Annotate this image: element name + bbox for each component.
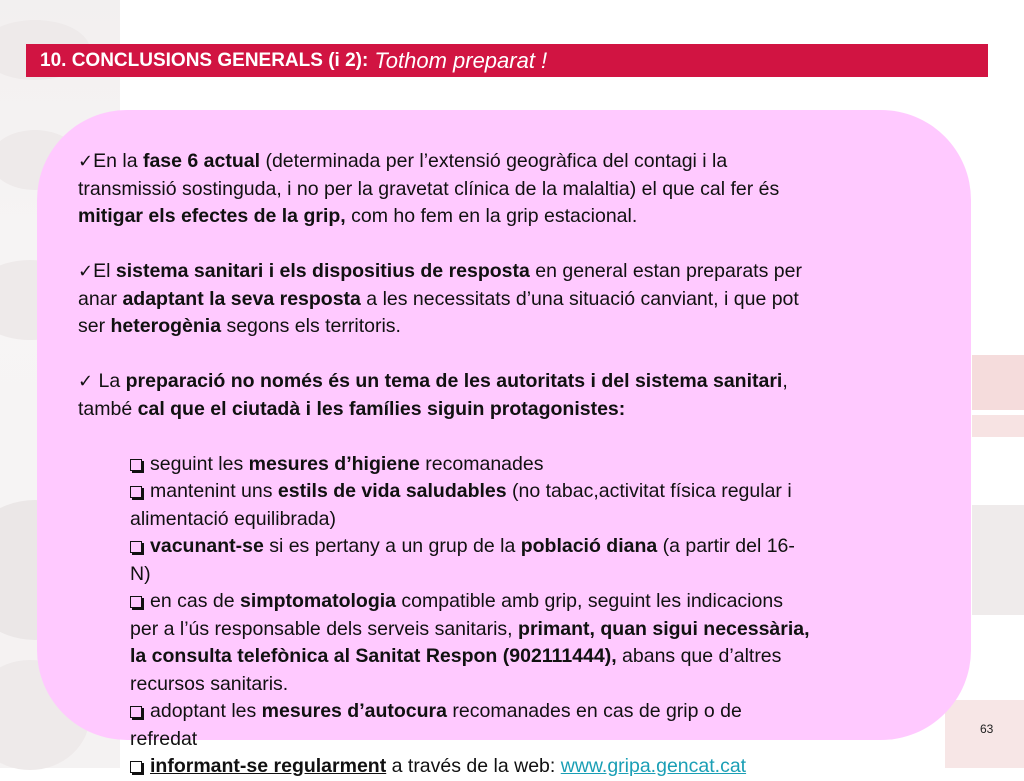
checkbox-bullet-icon (130, 486, 142, 498)
checkbox-bullet-icon (130, 596, 142, 608)
text-bold: cal que el ciutadà i les famílies siguin protagonistes: (137, 397, 626, 420)
text: a través de la web: (386, 755, 561, 777)
text: La (93, 370, 126, 392)
page-number: 63 (980, 722, 994, 736)
subitem-symptoms-cont-3: recursos sanitaris. (130, 672, 289, 695)
text: per a l’ús responsable dels serveis sanitaris, (130, 617, 519, 640)
bullet-2-line-3 (78, 313, 938, 341)
text: (no tabac,activitat física regular i (506, 480, 792, 502)
subitem-inform (78, 753, 938, 781)
text: recomanades (419, 452, 544, 475)
subitem-lifestyle (78, 478, 938, 506)
text: en general estan preparats per (529, 260, 802, 282)
bullet-2 (78, 258, 938, 286)
text-bold: mesures d’autocura (261, 700, 447, 722)
text: també (78, 397, 138, 420)
text: si es pertany a un grup de la (263, 535, 521, 557)
subitem-symptoms-cont-1 (78, 616, 938, 644)
subitem-symptoms (78, 588, 938, 616)
text-bold: simptomatologia (239, 590, 396, 612)
checkmark-icon: ✓ (78, 371, 94, 391)
text: en cas de (150, 590, 240, 612)
bullet-3 (78, 368, 938, 396)
text: compatible amb grip, seguint les indicacions (396, 590, 783, 612)
text-bold: fase 6 actual (142, 150, 261, 172)
text-bold: mesures d’higiene (248, 452, 420, 475)
checkmark-icon: ✓ (78, 261, 94, 281)
checkbox-bullet-icon (130, 706, 142, 718)
text-bold: primant, quan sigui necessària, (518, 617, 810, 640)
text: mantenint uns (150, 480, 278, 502)
checkbox-bullet-icon (130, 761, 142, 773)
text: abans que d’altres (616, 645, 782, 667)
subitem-vaccination (78, 533, 938, 561)
slide-title: 10. CONCLUSIONS GENERALS (i 2): (40, 49, 369, 71)
bullet-1 (78, 148, 938, 176)
text-bold: adaptant la seva resposta (122, 287, 361, 310)
text-bold: sistema sanitari i els dispositius de resposta (115, 260, 530, 282)
text: En la (93, 150, 143, 172)
subitem-hygiene (78, 451, 938, 479)
subitem-selfcare (78, 698, 938, 726)
text: (a partir del 16- (657, 535, 795, 557)
text-bold: informant-se regularment (150, 755, 387, 777)
text: anar (78, 287, 123, 310)
text-bold: preparació no només és un tema de les autoritats i del sistema sanitari (125, 370, 783, 392)
checkmark-icon: ✓ (78, 151, 94, 171)
text: com ho fem en la grip estacional. (345, 205, 638, 227)
checkbox-bullet-icon (130, 459, 142, 471)
text: El (93, 260, 116, 282)
slide-title-bar (26, 44, 988, 77)
text: a les necessitats d’una situació canviant, i que pot (360, 287, 799, 310)
bullet-1-line-3 (78, 203, 938, 231)
watermark-shape (972, 505, 1024, 615)
text-bold: la consulta telefònica al Sanitat Respon (902111444), (130, 645, 617, 667)
text: segons els territoris. (221, 315, 401, 337)
text-bold: estils de vida saludables (277, 480, 507, 502)
watermark-shape (972, 355, 1024, 410)
text: seguint les (150, 452, 249, 475)
subitem-vaccination-cont: N) (130, 562, 151, 585)
subitem-symptoms-cont-2 (78, 643, 938, 671)
web-link[interactable]: www.gripa.gencat.cat (560, 755, 747, 777)
bullet-2-line-2 (78, 286, 938, 314)
watermark-shape (972, 415, 1024, 437)
text-bold: vacunant-se (150, 535, 264, 557)
slide-content (78, 148, 938, 781)
text: , (782, 370, 788, 392)
subitem-lifestyle-cont: alimentació equilibrada) (130, 507, 336, 530)
text: (determinada per l’extensió geogràfica del contagi i la (260, 150, 728, 172)
slide-title-emphasis: Tothom preparat ! (374, 47, 548, 73)
text-bold: població diana (520, 535, 658, 557)
checkbox-bullet-icon (130, 541, 142, 553)
text-bold: mitigar els efectes de la grip, (78, 205, 346, 227)
text: adoptant les (150, 700, 262, 722)
bullet-1-line-2: transmissió sostinguda, i no per la gravetat clínica de la malaltia) el que cal fer és (78, 177, 780, 200)
subitem-selfcare-cont: refredat (130, 727, 198, 750)
text: ser (78, 315, 111, 337)
bullet-3-line-2 (78, 396, 938, 424)
text: recomanades en cas de grip o de (447, 700, 742, 722)
text-bold: heterogènia (110, 315, 222, 337)
